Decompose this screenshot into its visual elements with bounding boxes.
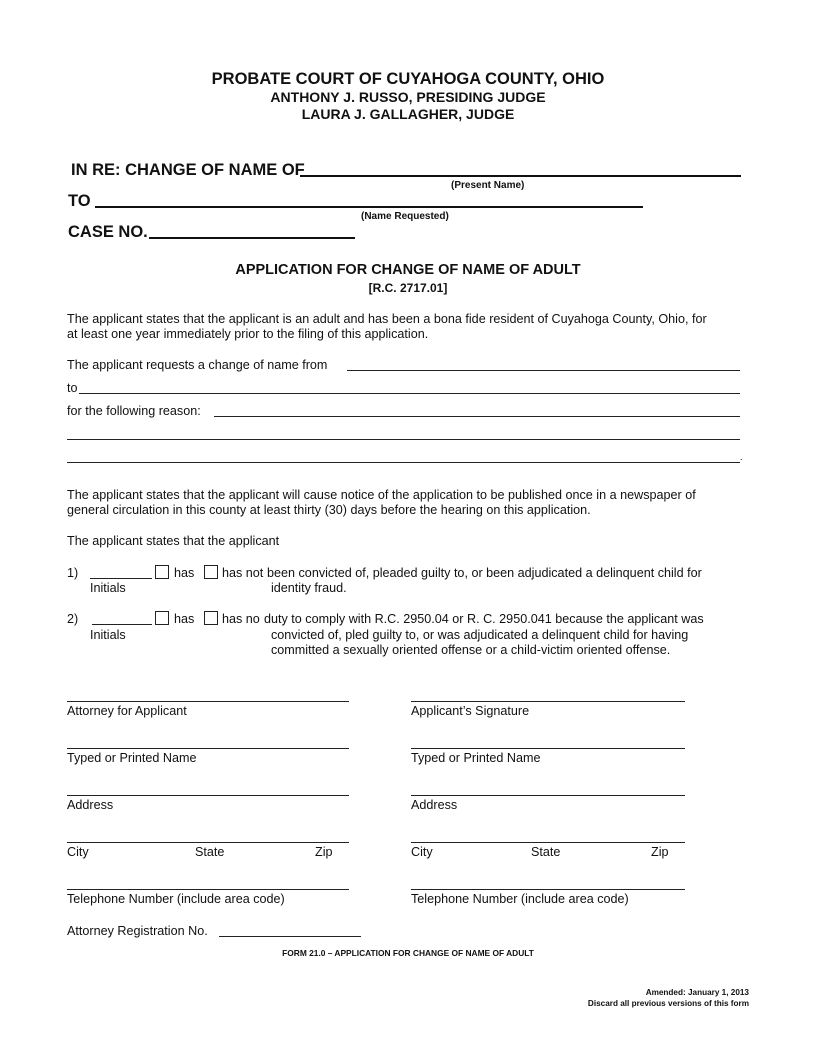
attorney-address-label: Address xyxy=(67,798,114,812)
item-2-has-checkbox[interactable] xyxy=(155,611,169,625)
attorney-state-label: State xyxy=(195,845,225,859)
to-label: TO xyxy=(68,192,91,210)
notice-statement-line2: general circulation in this county at least thirty (30) days before the hearing on this application. xyxy=(67,503,591,517)
attorney-registration-label: Attorney Registration No. xyxy=(67,924,208,938)
item-2-has-label: has xyxy=(174,612,195,626)
notice-statement-line1: The applicant states that the applicant will cause notice of the application to be published once in a newspaper of xyxy=(67,488,696,502)
applicant-signature-line[interactable] xyxy=(411,701,685,702)
form-name-footer: FORM 21.0 – APPLICATION FOR CHANGE OF NAME OF ADULT xyxy=(282,948,534,958)
item-1-text-line2: identity fraud. xyxy=(271,581,347,595)
discard-notice: Discard all previous versions of this form xyxy=(587,999,749,1008)
applicant-phone-label: Telephone Number (include area code) xyxy=(411,892,629,906)
reason-field-line3[interactable] xyxy=(67,462,740,463)
presiding-judge: ANTHONY J. RUSSO, PRESIDING JUDGE xyxy=(270,89,546,105)
request-to-label: to xyxy=(67,381,78,395)
case-no-field[interactable] xyxy=(149,237,355,239)
item-1-has-not-checkbox[interactable] xyxy=(204,565,218,579)
attorney-name-label: Typed or Printed Name xyxy=(67,751,197,765)
request-from-field[interactable] xyxy=(347,370,740,371)
reason-label: for the following reason: xyxy=(67,404,201,418)
item-1-text-line1: been convicted of, pleaded guilty to, or been adjudicated a delinquent child for xyxy=(267,566,702,580)
attorney-registration-field[interactable] xyxy=(219,936,361,937)
residency-statement-line2: at least one year immediately prior to the filing of this application. xyxy=(67,327,429,341)
residency-statement-line1: The applicant states that the applicant is an adult and has been a bona fide resident of Cuyahoga County, Ohio, for xyxy=(67,312,707,326)
applicant-phone-line[interactable] xyxy=(411,889,685,890)
applicant-city-state-zip-line[interactable] xyxy=(411,842,685,843)
item-1-has-label: has xyxy=(174,566,195,580)
item-2-has-no-checkbox[interactable] xyxy=(204,611,218,625)
item-2-number: 2) xyxy=(67,612,79,626)
judge: LAURA J. GALLAGHER, JUDGE xyxy=(301,106,515,122)
present-name-field[interactable] xyxy=(300,175,741,177)
attorney-phone-label: Telephone Number (include area code) xyxy=(67,892,285,906)
present-name-hint: (Present Name) xyxy=(451,180,525,191)
request-from-label: The applicant requests a change of name from xyxy=(67,358,328,372)
item-1-has-checkbox[interactable] xyxy=(155,565,169,579)
name-requested-field[interactable] xyxy=(95,206,643,208)
item-1-initials-field[interactable] xyxy=(90,578,152,579)
applicant-address-line[interactable] xyxy=(411,795,685,796)
item-2-option-label: has no xyxy=(222,612,260,626)
applicant-address-label: Address xyxy=(411,798,458,812)
attorney-signature-line[interactable] xyxy=(67,701,349,702)
reason-field-line2[interactable] xyxy=(67,439,740,440)
item-1-initials-label: Initials xyxy=(90,581,126,595)
attorney-address-line[interactable] xyxy=(67,795,349,796)
form-title: APPLICATION FOR CHANGE OF NAME OF ADULT xyxy=(235,262,581,278)
reason-field-line1[interactable] xyxy=(214,416,740,417)
request-to-field[interactable] xyxy=(79,393,740,394)
amended-date: Amended: January 1, 2013 xyxy=(645,988,749,997)
item-2-text-line1: duty to comply with R.C. 2950.04 or R. C. 2950.041 because the applicant was xyxy=(264,612,704,626)
attorney-phone-line[interactable] xyxy=(67,889,349,890)
item-1-number: 1) xyxy=(67,566,79,580)
case-no-label: CASE NO. xyxy=(68,223,148,241)
applicant-state-label: State xyxy=(531,845,561,859)
applicant-name-label: Typed or Printed Name xyxy=(411,751,541,765)
attorney-zip-label: Zip xyxy=(315,845,333,859)
attorney-city-state-zip-line[interactable] xyxy=(67,842,349,843)
applicant-city-label: City xyxy=(411,845,433,859)
item-2-text-line2: convicted of, pled guilty to, or was adjudicated a delinquent child for having xyxy=(271,628,689,642)
attorney-name-line[interactable] xyxy=(67,748,349,749)
statute-reference: [R.C. 2717.01] xyxy=(368,281,448,295)
attorney-label: Attorney for Applicant xyxy=(67,704,187,718)
attorney-city-label: City xyxy=(67,845,89,859)
item-1-option-label: has not xyxy=(222,566,264,580)
applicant-name-line[interactable] xyxy=(411,748,685,749)
in-re-label: IN RE: CHANGE OF NAME OF xyxy=(71,161,305,179)
court-name: PROBATE COURT OF CUYAHOGA COUNTY, OHIO xyxy=(211,70,605,88)
applicant-signature-label: Applicant’s Signature xyxy=(411,704,530,718)
item-2-initials-label: Initials xyxy=(90,628,126,642)
name-requested-hint: (Name Requested) xyxy=(361,211,449,222)
reason-end-mark: . xyxy=(740,452,743,462)
item-2-text-line3: committed a sexually oriented offense or a child-victim oriented offense. xyxy=(271,643,671,657)
item-2-initials-field[interactable] xyxy=(92,624,152,625)
applicant-zip-label: Zip xyxy=(651,845,669,859)
applicant-states-label: The applicant states that the applicant xyxy=(67,534,280,548)
